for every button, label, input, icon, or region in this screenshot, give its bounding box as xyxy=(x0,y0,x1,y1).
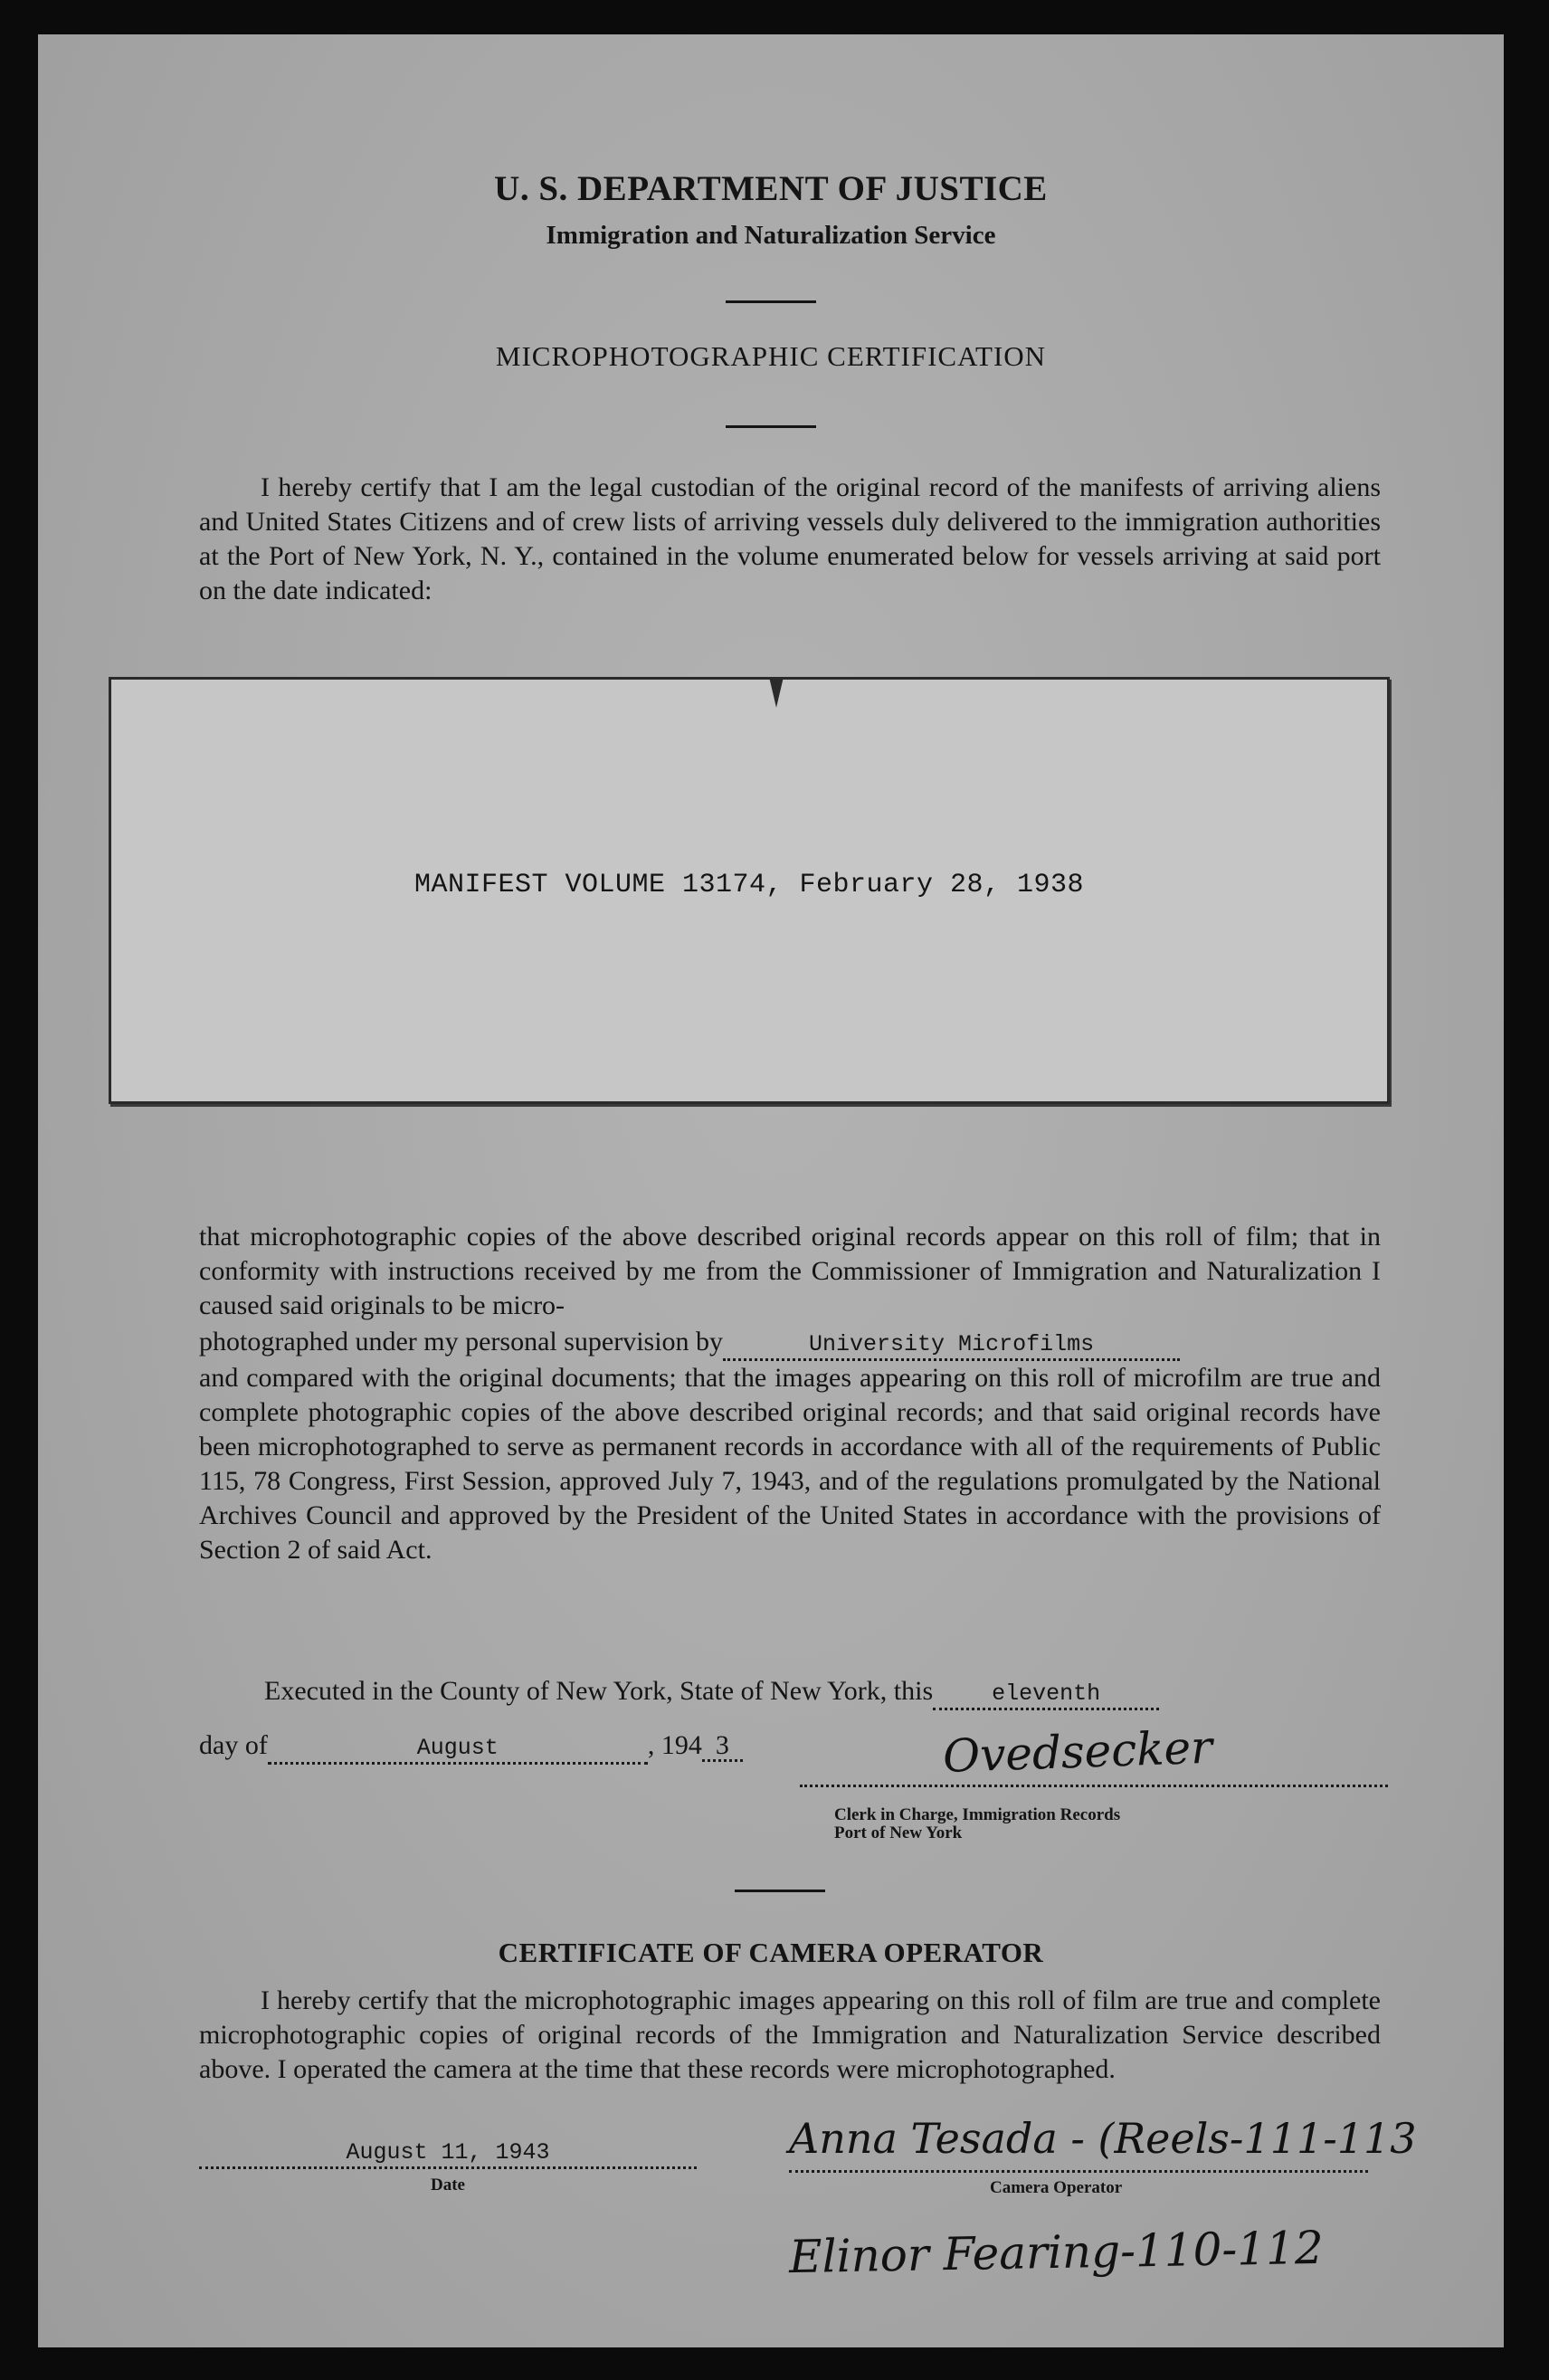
manifest-volume-text: MANIFEST VOLUME 13174, February 28, 1938 xyxy=(413,870,1085,900)
body-text-3: and compared with the original documents; that the images appearing on this roll of microfilm are true and complete photographic copies of the above described original records; and that said original records have been microphotographed to serve as permanent records in accordance with all of the requirements of Public 115, 78 Congress, First Session, approved July 7, 1943, and of the regulations promulgated by the National Archives Council and approved by the President of the United States in accordance with the provisions of Section 2 of said Act. xyxy=(199,1363,1381,1565)
execution-day-field: eleventh xyxy=(933,1680,1159,1710)
operator-date-block xyxy=(199,2139,697,2194)
camera-certificate-paragraph xyxy=(199,1984,1381,2087)
operator-date-label: Date xyxy=(431,2175,465,2194)
date-line xyxy=(199,1728,832,1765)
certification-title: MICROPHOTOGRAPHIC CERTIFICATION xyxy=(495,340,1047,372)
operator-label: Camera Operator xyxy=(990,2178,1123,2197)
divider-rule xyxy=(726,300,816,303)
operator-date-field: August 11, 1943 xyxy=(199,2139,697,2169)
execution-line xyxy=(264,1674,1386,1710)
day-of-label: day of xyxy=(199,1730,268,1760)
clerk-title xyxy=(834,1806,1287,1842)
manifest-slip xyxy=(109,677,1390,1104)
second-operator-signature: Elinor Fearing-110-112 xyxy=(788,2221,1325,2284)
clerk-title-line2: Port of New York xyxy=(834,1823,963,1842)
divider-rule xyxy=(726,425,816,428)
execution-prefix: Executed in the County of New York, State of New York, this xyxy=(264,1676,934,1706)
body-text-2 xyxy=(199,1325,1381,1361)
intro-paragraph xyxy=(199,471,1381,608)
body-paragraph xyxy=(199,1220,1381,1567)
clerk-signature: Ovedsecker xyxy=(942,1720,1213,1784)
clerk-title-line1: Clerk in Charge, Immigration Records xyxy=(834,1805,1121,1824)
department-title: U. S. DEPARTMENT OF JUSTICE xyxy=(494,169,1048,208)
clerk-signature-line xyxy=(800,1785,1388,1787)
divider-rule xyxy=(735,1890,825,1892)
certificate-page xyxy=(38,34,1504,2347)
operator-signature: Anna Tesada - (Reels-111-113 xyxy=(789,2114,1417,2163)
slip-notch xyxy=(769,677,784,708)
intro-text: I hereby certify that I am the legal custodian of the original record of the manifests of arriving aliens and United States Citizens and of crew lists of arriving vessels duly delivered to the immigration authorities at the Port of New York, N. Y., contained in the volume enumerated below for vessels arriving at said port on the date indicated: xyxy=(199,472,1381,605)
supervision-label: photographed under my personal supervision by xyxy=(199,1327,724,1357)
year-suffix: 3 xyxy=(702,1732,743,1762)
year-prefix: , 194 xyxy=(647,1730,702,1760)
operator-signature-line xyxy=(789,2170,1368,2173)
camera-certificate-text: I hereby certify that the microphotographic images appearing on this roll of film are true and complete microphotographic copies of original records of the Immigration and Naturalization Service described above. I operated the camera at the time that these records were microphotographed. xyxy=(199,1985,1381,2084)
month-field: August xyxy=(268,1735,648,1765)
photographer-field: University Microfilms xyxy=(723,1331,1180,1361)
service-subtitle: Immigration and Naturalization Service xyxy=(546,221,996,250)
camera-certificate-title: CERTIFICATE OF CAMERA OPERATOR xyxy=(498,1937,1044,1968)
body-text-1: that microphotographic copies of the above described original records appear on this roll of film; that in conformity with instructions received by me from the Commissioner of Immigration and Naturalization I caused said originals to be micro- xyxy=(199,1222,1381,1320)
